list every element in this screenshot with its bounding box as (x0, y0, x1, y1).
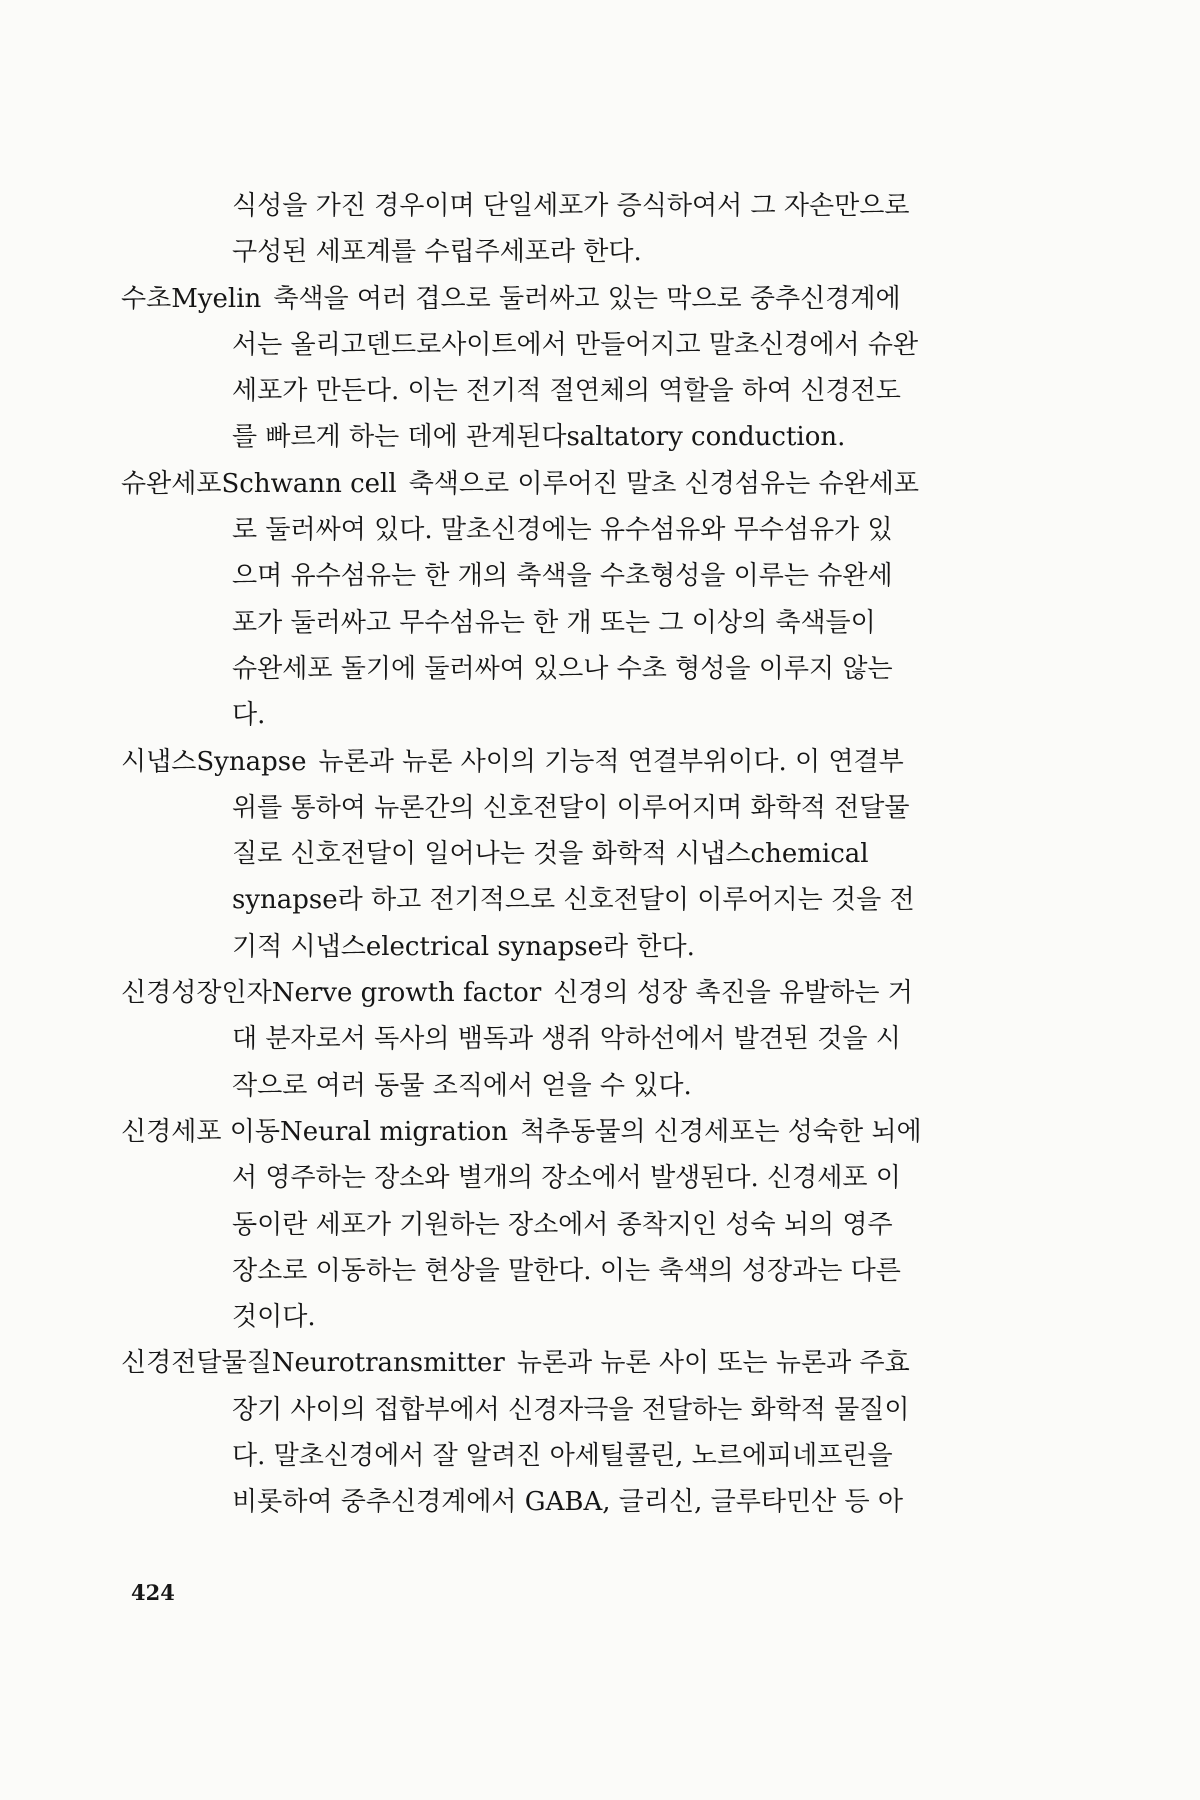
entry-text: 세포가 만든다. 이는 전기적 절연체의 역할을 하여 신경전도 (232, 376, 901, 407)
entry-text: 척추동물의 신경세포는 성숙한 뇌에 (520, 1116, 922, 1147)
entry-text: synapse라 하고 전기적으로 신호전달이 이루어지는 것을 전 (232, 885, 915, 916)
entry-text: 뉴론과 뉴론 사이의 기능적 연결부위이다. 이 연결부 (318, 746, 904, 777)
entry-line (121, 1109, 1033, 1155)
continuation-line (121, 600, 1033, 646)
continuation-line (121, 553, 1033, 599)
entry-term: 수초Myelin (121, 283, 262, 314)
entry-term: 신경세포 이동Neural migration (121, 1116, 509, 1147)
entry-text: 를 빠르게 하는 데에 관계된다saltatory conduction. (232, 422, 846, 453)
continuation-line (121, 322, 1033, 368)
entry-text: 축색을 여러 겹으로 둘러싸고 있는 막으로 중추신경계에 (273, 283, 901, 314)
entry-line (121, 1340, 1033, 1386)
entry-text: 장기 사이의 접합부에서 신경자극을 전달하는 화학적 물질이 (232, 1394, 910, 1425)
entry-text: 비롯하여 중추신경계에서 GABA, 글리신, 글루타민산 등 아 (232, 1487, 903, 1518)
entry-line (121, 970, 1033, 1016)
continuation-line (121, 924, 1033, 970)
continuation-line (121, 1479, 1033, 1525)
continuation-line (121, 1387, 1033, 1433)
entry-term: 슈완세포Schwann cell (121, 468, 397, 499)
continuation-line (121, 1202, 1033, 1248)
entry-text: 슈완세포 돌기에 둘러싸여 있으나 수초 형성을 이루지 않는 (232, 653, 893, 684)
entry-term: 시냅스Synapse (121, 746, 307, 777)
entry-line (121, 739, 1033, 785)
entry-line (121, 461, 1033, 507)
entry-text: 다. 말초신경에서 잘 알려진 아세틸콜린, 노르에피네프린을 (232, 1441, 893, 1472)
entry-text: 다. (232, 700, 266, 731)
entry-text: 신경의 성장 촉진을 유발하는 거 (553, 978, 913, 1009)
entry-text: 서 영주하는 장소와 별개의 장소에서 발생된다. 신경세포 이 (232, 1163, 901, 1194)
continuation-line (121, 1294, 1033, 1340)
continuation-line (121, 1016, 1033, 1062)
entry-text: 대 분자로서 독사의 뱀독과 생쥐 악하선에서 발견된 것을 시 (232, 1024, 901, 1055)
continuation-line (121, 368, 1033, 414)
continuation-line (121, 831, 1033, 877)
entry-text: 동이란 세포가 기원하는 장소에서 종착지인 성숙 뇌의 영주 (232, 1209, 893, 1240)
entry-text: 포가 둘러싸고 무수섬유는 한 개 또는 그 이상의 축색들이 (232, 607, 876, 638)
entry-text: 작으로 여러 동물 조직에서 얻을 수 있다. (232, 1070, 692, 1101)
entry-text: 위를 통하여 뉴론간의 신호전달이 이루어지며 화학적 전달물 (232, 792, 910, 823)
entry-text: 구성된 세포계를 수립주세포라 한다. (232, 237, 642, 268)
entry-text: 장소로 이동하는 현상을 말한다. 이는 축색의 성장과는 다른 (232, 1255, 901, 1286)
entry-text: 기적 시냅스electrical synapse라 한다. (232, 931, 695, 962)
entry-text: 로 둘러싸여 있다. 말초신경에는 유수섬유와 무수섬유가 있 (232, 515, 893, 546)
continuation-line (121, 1433, 1033, 1479)
glossary-entries (121, 183, 1033, 1526)
continuation-line (121, 1248, 1033, 1294)
continuation-line (121, 692, 1033, 738)
continuation-line (121, 877, 1033, 923)
entry-line (121, 276, 1033, 322)
entry-term: 신경전달물질Neurotransmitter (121, 1348, 505, 1379)
entry-text: 질로 신호전달이 일어나는 것을 화학적 시냅스chemical (232, 839, 869, 870)
entry-term: 신경성장인자Nerve growth factor (121, 978, 542, 1009)
continuation-line (121, 183, 1033, 229)
entry-text: 식성을 가진 경우이며 단일세포가 증식하여서 그 자손만으로 (232, 191, 910, 221)
continuation-line (121, 507, 1033, 553)
continuation-line (121, 1155, 1033, 1201)
entry-text: 뉴론과 뉴론 사이 또는 뉴론과 주효 (516, 1348, 910, 1379)
continuation-line (121, 646, 1033, 692)
entry-text: 것이다. (232, 1302, 316, 1333)
continuation-line (121, 229, 1033, 275)
entry-text: 서는 올리고덴드로사이트에서 만들어지고 말초신경에서 슈완 (232, 329, 919, 360)
continuation-line (121, 414, 1033, 460)
continuation-line (121, 1063, 1033, 1109)
continuation-line (121, 785, 1033, 831)
entry-text: 축색으로 이루어진 말초 신경섬유는 슈완세포 (408, 468, 919, 499)
entry-text: 으며 유수섬유는 한 개의 축색을 수초형성을 이루는 슈완세 (232, 561, 893, 592)
page-number: 424 (131, 1580, 175, 1605)
